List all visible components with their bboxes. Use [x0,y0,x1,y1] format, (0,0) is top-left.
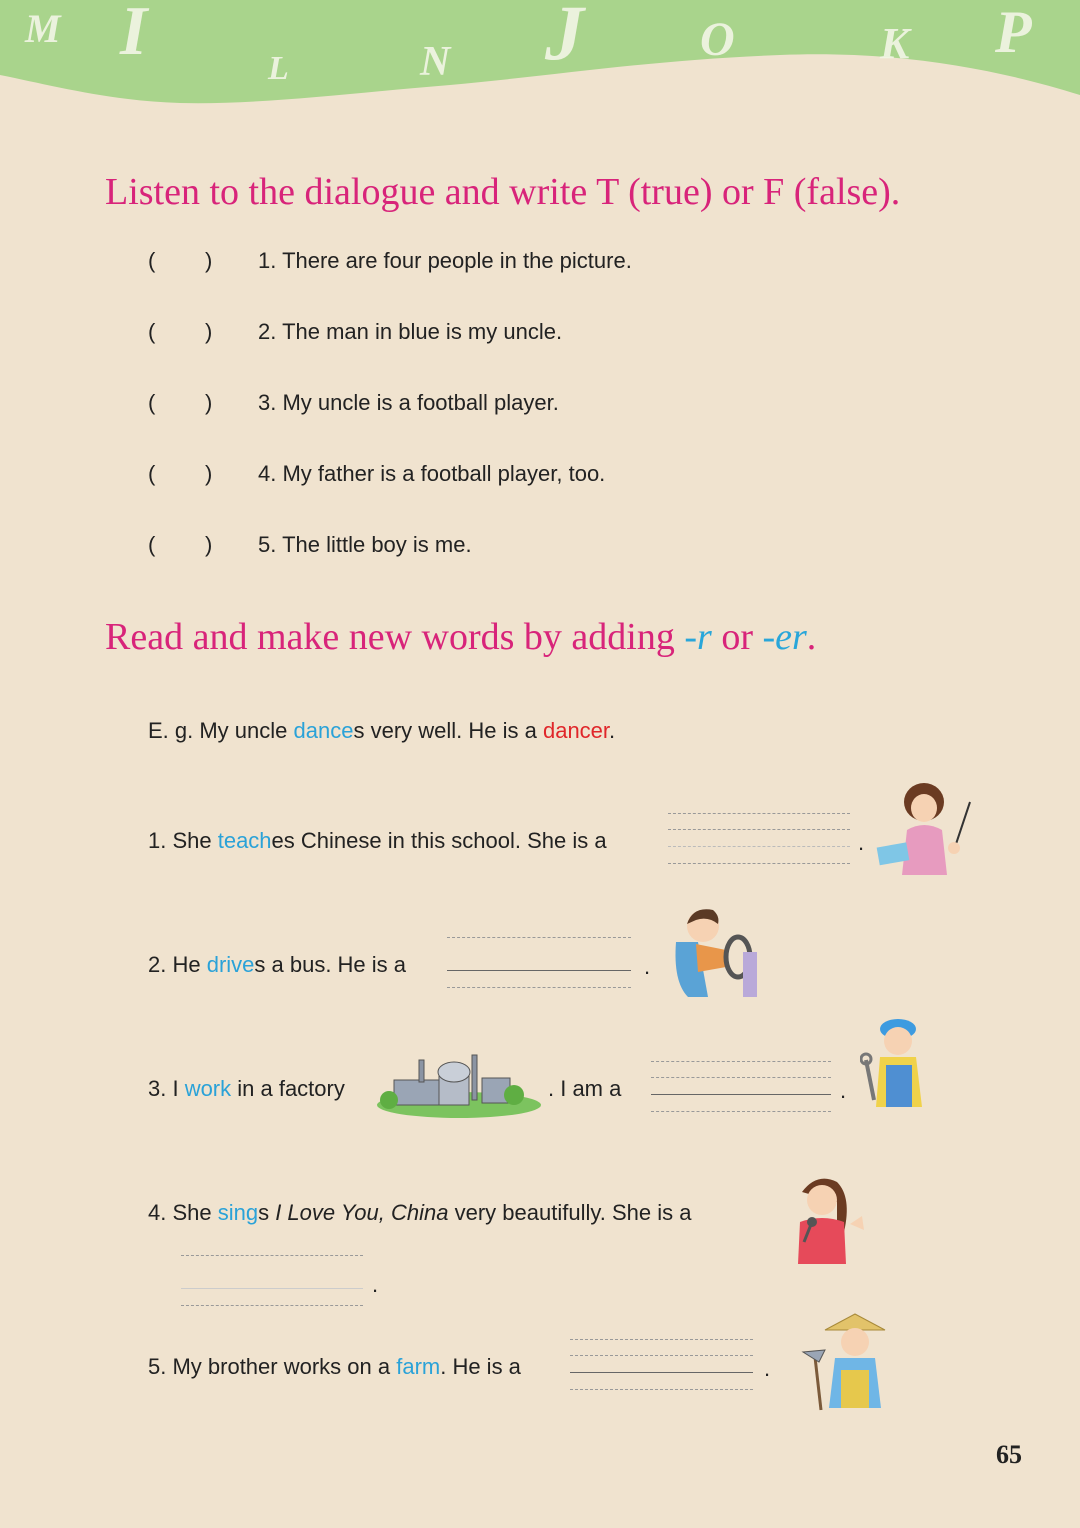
section2-heading: Read and make new words by adding -r or -er. [105,616,817,658]
banner-letter: P [995,0,1032,65]
tf-statement: 2. The man in blue is my uncle. [258,319,563,344]
question-4: 4. She sings I Love You, China very beautifully. She is a [148,1200,692,1225]
page-number: 65 [996,1440,1022,1469]
answer-line-2[interactable] [447,937,631,987]
farmer-illustration [785,1312,895,1412]
section1-heading: Listen to the dialogue and write T (true) or F (false). [105,171,901,213]
banner-letter: J [545,0,584,76]
teacher-illustration [872,780,977,880]
driver-illustration [668,902,763,1002]
example-sentence: E. g. My uncle dances very well. He is a dancer. [148,718,616,743]
banner-letter: M [25,6,61,51]
banner-letter: O [700,13,735,66]
question-5: 5. My brother works on a farm. He is a [148,1354,521,1379]
banner-wave [0,0,1080,120]
song-title: I Love You, China [275,1200,449,1225]
answer-line-5[interactable] [570,1339,753,1389]
banner-letter: N [420,39,451,85]
alphabet-banner [0,0,1080,120]
tf-statement: 5. The little boy is me. [258,532,472,557]
suffix-er: -er [762,616,807,658]
banner-letter: I [120,0,148,70]
banner-letter: K [880,19,910,68]
question-2: 2. He drives a bus. He is a [148,952,407,977]
answer-line-1[interactable] [668,813,850,863]
tf-statement: 1. There are four people in the picture. [258,248,632,273]
factory-illustration [374,1050,544,1120]
suffix-r: -r [684,616,712,658]
answer-line-4[interactable] [181,1255,363,1305]
answer-line-3[interactable] [651,1061,831,1111]
example-answer: dancer [542,718,610,743]
tf-statement: 4. My father is a football player, too. [258,461,606,486]
question-3: 3. I work in a factory [148,1076,345,1101]
singer-illustration [782,1172,867,1267]
question-1: 1. She teaches Chinese in this school. She is a [148,828,607,853]
banner-letter: L [268,50,289,87]
tf-statement: 3. My uncle is a football player. [258,390,559,415]
worker-illustration [860,1015,940,1110]
